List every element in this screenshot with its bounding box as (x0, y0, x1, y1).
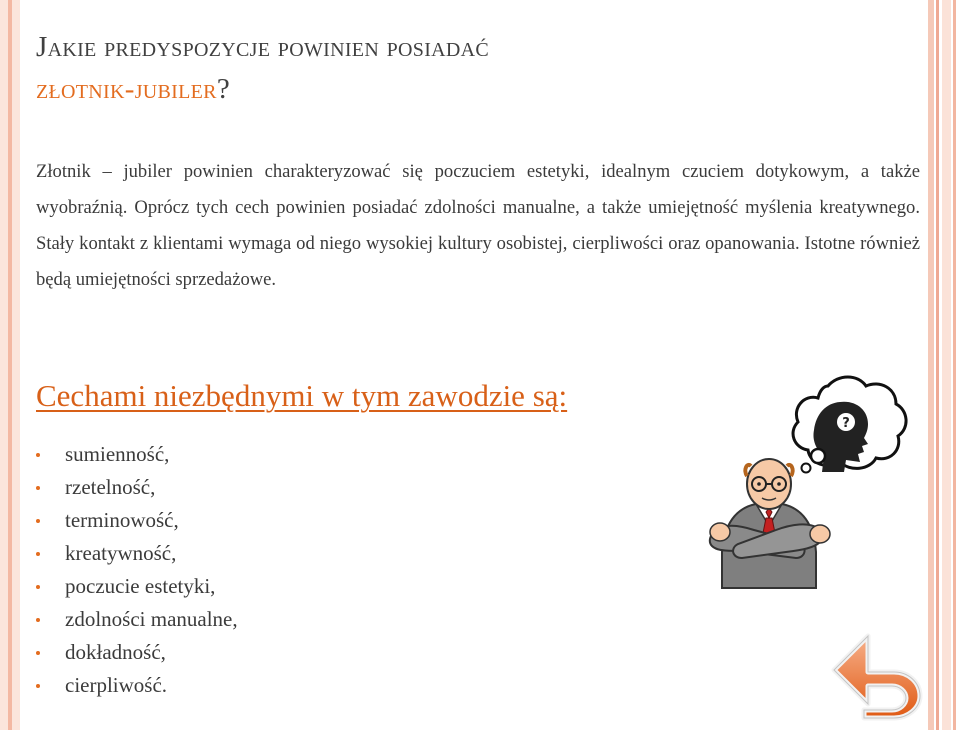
right-stripe (936, 0, 939, 730)
bullet-dot (36, 519, 40, 523)
bullet-dot (36, 651, 40, 655)
list-item-text: dokładność, (65, 640, 166, 664)
list-item (36, 504, 238, 537)
bullet-dot (36, 486, 40, 490)
list-item (36, 570, 238, 603)
list-item-text: kreatywność, (65, 541, 177, 565)
traits-heading: Cechami niezbędnymi w tym zawodzie są: (36, 378, 568, 413)
thought-bubble (802, 464, 811, 473)
list-item (36, 471, 238, 504)
slide-title (36, 26, 856, 110)
list-item (36, 669, 238, 702)
left-border-line (8, 0, 12, 730)
bullet-dot (36, 618, 40, 622)
title-question-mark: ? (216, 73, 230, 105)
list-item (36, 636, 238, 669)
list-item-text: terminowość, (65, 508, 179, 532)
bullet-dot (36, 453, 40, 457)
thinking-person-icon (700, 372, 910, 592)
bullet-dot (36, 552, 40, 556)
list-item (36, 537, 238, 570)
list-item-text: poczucie estetyki, (65, 574, 216, 598)
list-item-text: cierpliwość. (65, 673, 168, 697)
right-stripe (928, 0, 934, 730)
list-item (36, 438, 238, 471)
list-item-text: rzetelność, (65, 475, 156, 499)
list-item (36, 603, 238, 636)
title-line-1: Jakie predyspozycje powinien posiadać (36, 31, 490, 63)
right-stripe (942, 0, 951, 730)
intro-paragraph: Złotnik – jubiler powinien charakteryzować się poczuciem estetyki, idealnym czuciem dotykowym, a także wyobraźnią. Oprócz tych cech powinien posiadać zdolności manualne, a także umiejętność myślenia kreatywnego. Stały kontakt z klientami wymaga od niego wysokiej kultury osobistej, cierpliwości oraz opanowania. Istotne również będą umiejętności sprzedażowe. (36, 161, 920, 290)
list-item-text: sumienność, (65, 442, 170, 466)
svg-text:?: ? (842, 416, 850, 431)
back-arrow-icon[interactable] (828, 626, 932, 724)
title-highlight: złotnik-jubiler (36, 73, 217, 105)
list-item-text: zdolności manualne, (65, 607, 238, 631)
thought-bubble (811, 449, 825, 463)
right-stripe (953, 0, 956, 730)
bullet-dot (36, 684, 40, 688)
traits-list (36, 438, 238, 702)
right-border-stripes (928, 0, 960, 730)
bullet-dot (36, 585, 40, 589)
